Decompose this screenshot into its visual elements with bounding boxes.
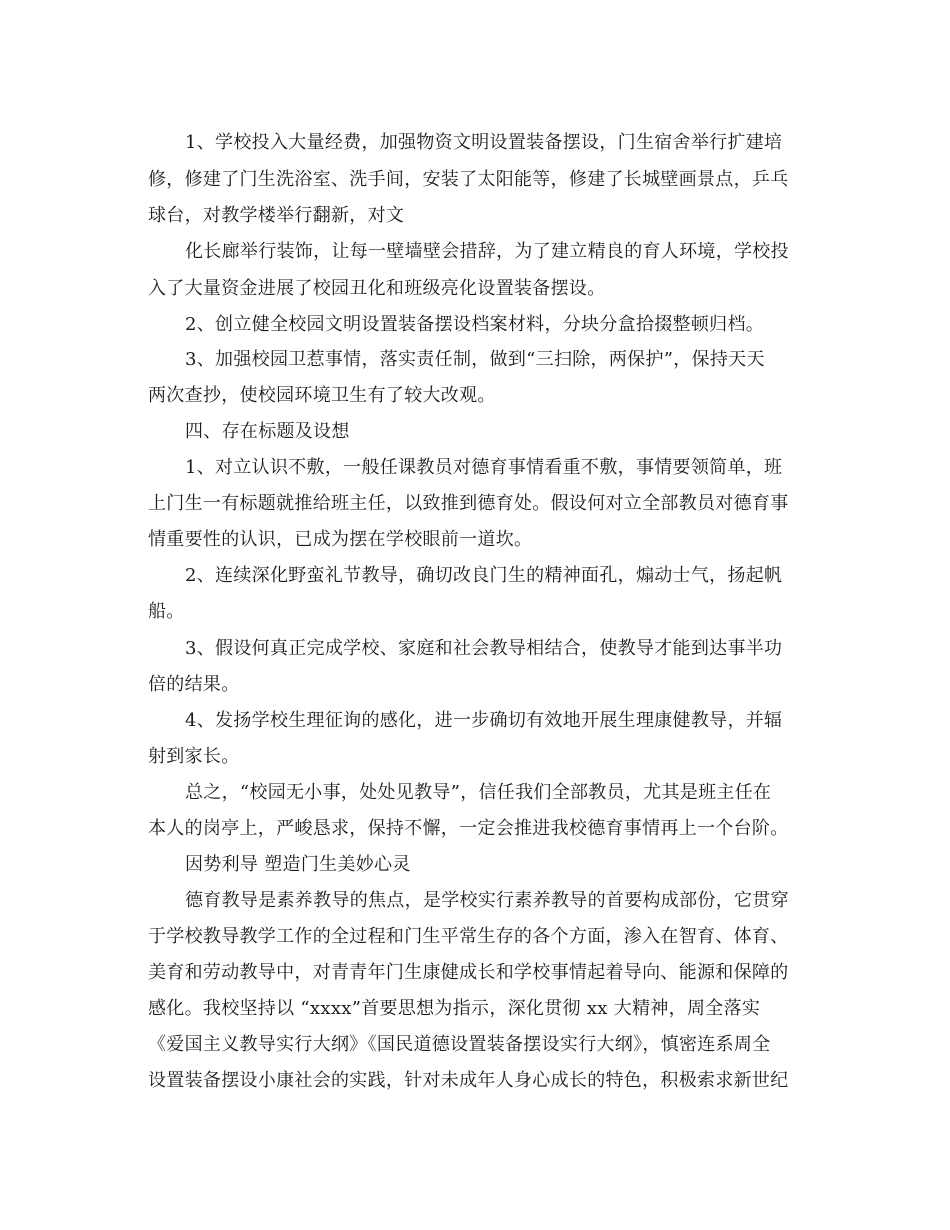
paragraph-6-line-2: 船。 <box>148 601 185 622</box>
paragraph-5-line-2: 上门生一有标题就推给班主任，以致推到德育处。假设何对立全部教员对德育事 <box>148 493 789 514</box>
paragraph-4-line-1: 3、加强校园卫惹事情，落实责任制，做到“三扫除，两保护”，保持天天 <box>185 349 765 370</box>
paragraph-4-line-2: 两次查抄，使校园环境卫生有了较大改观。 <box>148 385 496 406</box>
paragraph-6-line-1: 2、连续深化野蛮礼节教导，确切改良门生的精神面孔，煽动士气，扬起帆 <box>185 565 783 586</box>
paragraph-10-line-5: 《爱国主义教导实行大纲》《国民道德设置装备摆设实行大纲》，慎密连系周全 <box>148 1034 771 1055</box>
paragraph-10-line-2: 于学校教导教学工作的全过程和门生平常生存的各个方面，渗入在智育、体育、 <box>148 926 789 947</box>
paragraph-10-line-3: 美育和劳动教导中，对青青年门生康健成长和学校事情起着导向、能源和保障的 <box>148 962 789 983</box>
paragraph-10-line-6: 设置装备摆设小康社会的实践，针对未成年人身心成长的特色，积极索求新世纪 <box>148 1070 789 1091</box>
paragraph-7-line-2: 倍的结果。 <box>148 674 240 695</box>
paragraph-2-line-2: 入了大量资金进展了校园丑化和班级亮化设置装备摆设。 <box>148 278 606 299</box>
paragraph-10-line-1: 德育教导是素养教导的焦点，是学校实行素养教导的首要构成部份，它贯穿 <box>185 890 789 911</box>
paragraph-8-line-1: 4、发扬学校生理征询的感化，进一步确切有效地开展生理康健教导，并辐 <box>185 710 783 731</box>
paragraph-3-line-1: 2、创立健全校园文明设置装备摆设档案材料，分块分盒拾掇整顿归档。 <box>185 314 765 335</box>
section-heading-problems: 四、存在标题及设想 <box>185 421 350 442</box>
paragraph-8-line-2: 射到家长。 <box>148 746 240 767</box>
paragraph-1-line-1: 1、学校投入大量经费，加强物资文明设置装备摆设，门生宿舍举行扩建培 <box>185 132 783 153</box>
paragraph-9-line-2: 本人的岗亭上，严峻恳求，保持不懈，一定会推进我校德育事情再上一个台阶。 <box>148 818 789 839</box>
paragraph-9-line-1: 总之，“校园无小事，处处见教导”，信任我们全部教员，尤其是班主任在 <box>185 782 772 803</box>
paragraph-1-line-3: 球台，对教学楼举行翻新，对文 <box>148 205 405 226</box>
paragraph-2-line-1: 化长廊举行装饰，让每一壁墙壁会措辞，为了建立精良的育人环境，学校投 <box>185 241 789 262</box>
section-title: 因势利导 塑造门生美妙心灵 <box>185 854 411 875</box>
paragraph-5-line-3: 情重要性的认识，已成为摆在学校眼前一道坎。 <box>148 529 533 550</box>
paragraph-7-line-1: 3、假设何真正完成学校、家庭和社会教导相结合，使教导才能到达事半功 <box>185 638 783 659</box>
paragraph-1-line-2: 修，修建了门生洗浴室、洗手间，安装了太阳能等，修建了长城壁画景点，乒乓 <box>148 169 789 190</box>
paragraph-10-line-4: 感化。我校坚持以 “xxxx”首要思想为指示，深化贯彻 xx 大精神，周全落实 <box>148 998 761 1019</box>
paragraph-5-line-1: 1、对立认识不敷，一般任课教员对德育事情看重不敷，事情要领简单，班 <box>185 457 783 478</box>
